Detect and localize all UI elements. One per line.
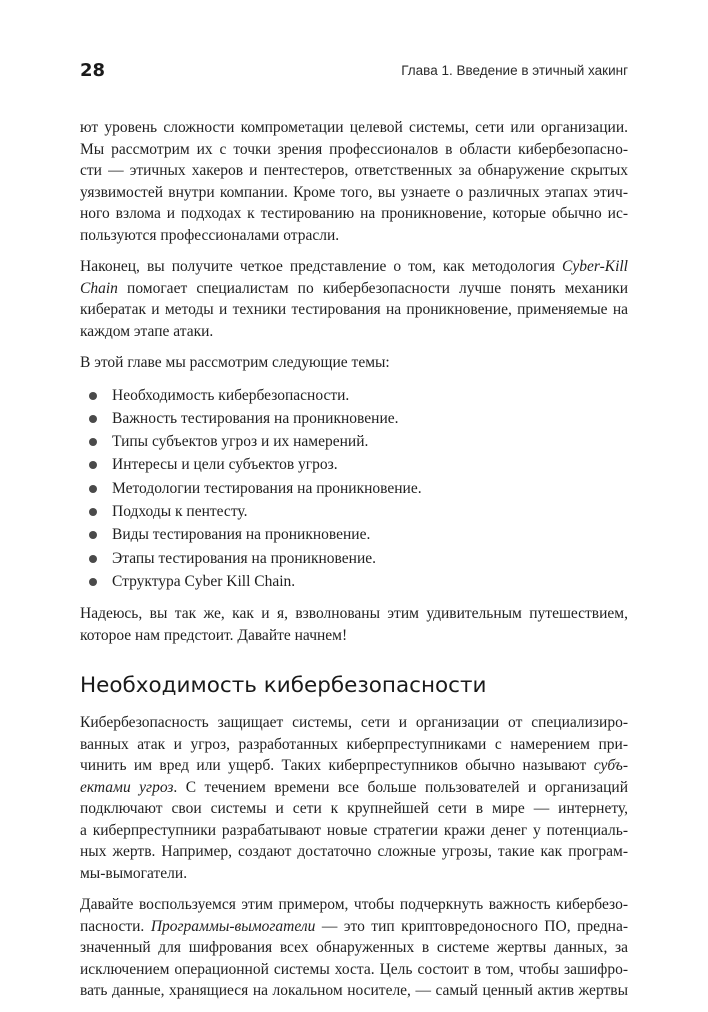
text-line: Кибербезопасность защищает системы, сети и организации от специализиро- — [80, 714, 628, 732]
text-run: чинить им вред или ущерб. Таких киберпреступников обычно называют — [80, 757, 594, 775]
term-cyber-kill-chain: Cyber-Kill — [562, 258, 628, 275]
text-line: сти — этичных хакеров и пентестеров, ответственных за обнаружение скрытых — [80, 162, 628, 179]
text-line: которое нам предстоит. Давайте начнем! — [80, 626, 348, 644]
bullet-icon — [89, 555, 97, 563]
list-item — [80, 384, 628, 407]
section-paragraph-1 — [80, 712, 628, 884]
bullet-icon — [89, 578, 97, 586]
list-item-text: Этапы тестирования на проникновение. — [112, 549, 376, 567]
text-line: мы-вымогатели. — [80, 864, 188, 882]
text-line: ного взлома и подходах к тестированию на проникновение, которые обычно ис- — [80, 205, 628, 222]
text-run: . С течением времени все больше пользователей и организаций — [173, 778, 628, 796]
bullet-icon — [89, 438, 97, 446]
section-paragraph-2 — [80, 894, 628, 1002]
list-item — [80, 547, 628, 570]
list-item — [80, 477, 628, 500]
text-line — [80, 916, 628, 938]
text-line: а киберпреступники разрабатывают новые стратегии кражи денег у потенциаль- — [80, 821, 628, 839]
page-number: 28 — [80, 60, 106, 81]
text-line — [80, 278, 628, 300]
topics-intro — [80, 352, 628, 374]
intro-paragraph-1 — [80, 117, 628, 246]
list-item — [80, 430, 628, 453]
list-item-text: Виды тестирования на проникновение. — [112, 526, 371, 544]
bullet-icon — [89, 415, 97, 423]
term-threat-actors: субъ- — [593, 757, 628, 775]
list-item-text: Необходимость кибербезопасности. — [112, 386, 350, 404]
text-line: уязвимостей внутри компании. Кроме того, вы узнаете о различных этапах этич- — [80, 183, 628, 201]
page-body — [80, 117, 628, 1012]
list-item-text: Подходы к пентесту. — [112, 502, 248, 520]
text-line: подключают свои системы и сети к крупнейшей сети в мире — интернету, — [80, 800, 628, 818]
text-run: пасности. — [80, 917, 151, 935]
list-item-text: Типы субъектов угроз и их намерений. — [112, 433, 369, 451]
term-ransomware: Программы-вымогатели — [150, 917, 316, 935]
text-run: — это тип криптовредоносного ПО, предна- — [315, 917, 629, 935]
text-line: каждом этапе атаки. — [80, 322, 214, 340]
list-item-text: Структура Cyber Kill Chain. — [112, 572, 296, 590]
topics-list — [80, 384, 628, 594]
page-header — [80, 60, 628, 86]
list-item — [80, 500, 628, 523]
text-line — [80, 256, 628, 278]
running-head: Глава 1. Введение в этичный хакинг — [401, 63, 628, 78]
text-line: исключением операционной системы хоста. Цель состоит в том, чтобы зашифро- — [80, 960, 628, 978]
list-item-text: Методологии тестирования на проникновение. — [112, 479, 422, 497]
bullet-icon — [89, 461, 97, 469]
text-line: ных жертв. Например, создают достаточно сложные угрозы, такие как програм- — [80, 843, 628, 861]
text-line: Мы рассмотрим их с точки зрения профессионалов в области кибербезопасно- — [80, 140, 628, 158]
list-item — [80, 407, 628, 430]
list-item — [80, 570, 628, 593]
term-cyber-kill-chain-cont: Chain — [80, 279, 118, 297]
text-line: Надеюсь, вы так же, как и я, взволнованы этим удивительным путешествием, — [80, 605, 628, 623]
text-line: значенный для шифрования всех обнаруженных в системе жертвы данных, за — [80, 939, 628, 957]
bullet-icon — [89, 485, 97, 493]
list-item-text: Интересы и цели субъектов угроз. — [112, 456, 338, 474]
text-line: Давайте воспользуемся этим примером, чтобы подчеркнуть важность кибербезо- — [80, 896, 628, 914]
bullet-icon — [89, 508, 97, 516]
text-run: Наконец, вы получите четкое представление о том, как методология — [80, 258, 562, 275]
text-line: В этой главе мы рассмотрим следующие темы: — [80, 354, 390, 371]
text-line — [80, 755, 628, 777]
section-heading: Необходимость кибербезопасности — [80, 673, 487, 699]
list-item — [80, 453, 628, 476]
text-line — [80, 777, 628, 799]
intro-paragraph-2 — [80, 256, 628, 342]
text-line: вать данные, хранящиеся на локальном носителе, — самый ценный актив жертвы — [80, 982, 628, 1000]
text-line: ванных атак и угроз, разработанных киберпреступниками с намерением при- — [80, 735, 628, 753]
list-item — [80, 523, 628, 546]
bullet-icon — [89, 392, 97, 400]
text-line: кибератак и методы и техники тестирования на проникновение, применяемые на — [80, 301, 628, 318]
list-item-text: Важность тестирования на проникновение. — [112, 409, 399, 427]
term-threat-actors-cont: ектами угроз — [80, 778, 174, 796]
text-run: помогает специалистам по кибербезопасности лучше понять механики — [117, 279, 628, 297]
closing-paragraph — [80, 603, 628, 646]
bullet-icon — [89, 531, 97, 539]
text-line: пользуются профессионалами отрасли. — [80, 226, 340, 244]
text-line: ют уровень сложности компрометации целевой системы, сети или организации. — [80, 119, 628, 136]
